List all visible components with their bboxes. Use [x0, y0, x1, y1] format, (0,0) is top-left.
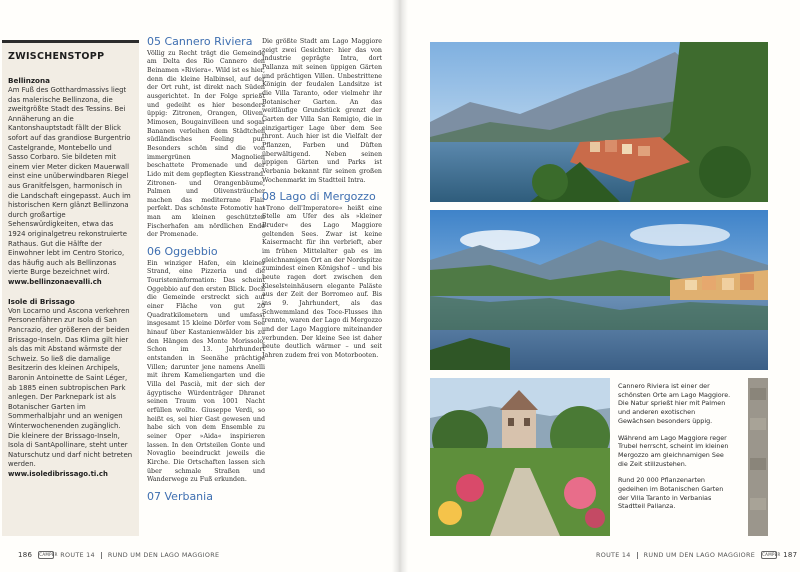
villa-taranto-garden-image	[430, 378, 610, 536]
section-06-heading	[147, 245, 265, 259]
section-06-number: 06	[147, 245, 161, 259]
brissago-text: Von Locarno und Ascona verkehren Personenfähren zur Isola di San Pancrazio, der größeren der beiden Brissago-Inseln. Das Klima gilt hier als das mit Abstand wärmste der Schweiz. So ließ die damalige Besitzerin des kleinen Archipels, Baronin Antoinette de Saint Léger, ab 1885 einen subtropischen Park anlegen. Der Parknepark ist als Botanischer Garten im Sommerhalbjahr und an wenigen Winterwochenenden zugänglich. Die kleinere der Brissago-Inseln, Isola di SantApollinare, steht unter Naturschutz und darf nicht betreten werden.	[8, 306, 133, 469]
section-07-number: 07	[147, 489, 161, 503]
footer-right	[596, 551, 797, 559]
footer-route-left: ROUTE 14	[60, 551, 95, 559]
lago-di-mergozzo-image	[430, 210, 768, 370]
brissago-title: Isole di Brissago	[8, 296, 75, 306]
section-05-number: 05	[147, 35, 161, 48]
caption-cannero: Cannero Riviera ist einer der schönsten Orte am Lago Maggiore. Die Natur sprießt hier mit Palmen und anderen exotischen Gewächsen besonders üppig.	[618, 382, 731, 425]
section-05-text: Völlig zu Recht trägt die Gemeinde am Delta des Rio Cannero den Beinamen »Riviera«. Wild ist es hier, denn die kleine Halbinsel, auf der der Ort ruht, ist direkt nach Süden ausgerichtet. In der Folge sprießt und gedeiht es hier besonders üppig: Zitronen, Orangen, Oliven, Mimosen, Bougainvilleen und sogar Bananen verleihen dem Städtchen südländisches Feeling pur. Besonders schön sind die von immergrünen Magnolien beschattete Promenade und der Lido mit dem gepflegten Kiesstrand. Zitronen- und Orangenbäume, Palmen und Olivensträucher machen das mediterrane Flair perfekt. Das schönste Fotomotiv hat man am kleinen geschützten Fischerhafen am nördlichen Ende der Promenade.	[147, 49, 265, 239]
section-07-text: Die größte Stadt am Lago Maggiore zeigt zwei Gesichter: hier das von Industrie geprägte Intra, dort Pallanza mit seinen üppigen Gärten und prächtigen Villen. Unbestrittene Königin der feudalen Landsitze ist die Villa Taranto, oder vielmehr ihr Botanischer Garten. An das weitläufige Grundstück grenzt der Garten der Villa San Remigio, die in einzigartiger Lage über dem See thront. Auch hier ist die Vielfalt der Pflanzen, Farben und Düften überwältigend. Neben seinen üppigen Gärten und Parks ist Verbania bekannt für seinen großen Wochenmarkt im Stadtteil Intra.	[262, 38, 382, 184]
text-column-1	[147, 35, 265, 504]
photo-captions	[618, 382, 734, 519]
bellinzona-link[interactable]: www.bellinzonaevalli.ch	[8, 277, 102, 286]
cannero-riviera-image	[430, 42, 768, 202]
bellinzona-title: Bellinzona	[8, 76, 50, 85]
footer-separator-left	[101, 552, 102, 559]
section-08-text: »Trono dell'Imperatore« heißt eine Stelle am Ufer des als »kleiner Bruder« des Lago Maggiore geltenden Sees. Zwar ist keine Kaisermacht für ihn verbrieft, aber im frühen Mittelalter gab es im gleichnamigen Ort an der Nordspitze zumindest einen Königshof – und bis heute ragen dort zwischen den Kieselsteinhäusern elegante Paläste aus der Zeit der Borromeo auf. Bis ins 9. Jahrhundert, als das Schwemmland des Toce-Flusses ihn trennte, waren der Lago di Mergozzo und der Lago Maggiore miteinander verbunden. Der kleine See ist daher heute deutlich wärmer – und seit Jahren zudem frei von Motorbooten.	[262, 204, 382, 359]
page-number-right: 187	[783, 551, 798, 559]
villa-taranto-garden-photo	[430, 378, 610, 536]
book-gutter	[392, 0, 408, 572]
caption-mergozzo: Während am Lago Maggiore reger Trubel herrscht, scheint im kleinen Mergozzo am gleichnamigen See die Zeit stillzustehen.	[618, 433, 729, 468]
footer-left	[18, 551, 219, 559]
footer-title-right: RUND UM DEN LAGO MAGGIORE	[643, 551, 756, 559]
section-07-heading	[147, 489, 265, 503]
bellinzona-text: Am Fuß des Gotthardmassivs liegt das malerische Bellinzona, die zweitgrößte Stadt des Tessins. Bei Annäherung an die Kantonshauptstadt fällt der Blick sofort auf das grandiose Burgentrio Castelgrande, Montebello und Sasso Corbaro. Sie bildeten mit einem vier Meter dicken Mauerwall einst eine unüberwindbaren Riegel aus Granitfelsgen, harmonisch in die Landschaft eingepasst. Auch im historischen Kern glänzt Bellinzona durch großartige Sehenswürdigkeiten, etwa das 1924 originalgetreu rekonstruierte Rathaus. Gut die Hälfte der Einwohner lebt im Centro Storico, das häufig auch als Bellinzonas vierte Burge bezeichnet wird.	[8, 86, 131, 277]
stone-arch-image	[748, 378, 768, 536]
footer-route-right: ROUTE 14	[596, 551, 631, 559]
brissago-link[interactable]: www.isoledibrissago.ti.ch	[8, 469, 108, 478]
page-number-left: 186	[18, 551, 33, 559]
section-05-heading	[147, 35, 265, 48]
camper-logo-right: CAMPER	[762, 552, 781, 557]
footer-title-left: RUND UM DEN LAGO MAGGIORE	[107, 551, 220, 559]
zwischenstopp-box	[2, 40, 139, 536]
section-08-number: 08	[262, 190, 276, 204]
text-column-2	[262, 38, 382, 361]
section-05-title: Cannero Riviera	[164, 35, 253, 48]
stone-arch-photo	[748, 378, 768, 536]
section-06-title: Oggebbio	[164, 245, 218, 259]
footer-separator-right	[637, 552, 638, 559]
lago-di-mergozzo-photo	[430, 210, 768, 370]
section-08-heading	[262, 190, 382, 204]
section-07-title: Verbania	[164, 489, 213, 503]
cannero-riviera-photo	[430, 42, 768, 202]
camper-logo: CAMPER	[39, 552, 58, 557]
caption-villa-taranto: Rund 20 000 Pflanzenarten gedeihen im Botanischen Garten der Villa Taranto in Verbanias Stadtteil Pallanza.	[618, 476, 724, 511]
section-08-title: Lago di Mergozzo	[279, 190, 376, 204]
section-06-text: Ein winziger Hafen, ein kleiner Strand, eine Pizzeria und die Touristeninformation: Das scheint Oggebbio auf den ersten Blick. Doch die Gemeinde erstreckt sich auf einer Fläche von gut 20 Quadratkilometern und umfasst insgesamt 15 kleine Dörfer vom See hinauf über Kastanienwälder bis zu den Hängen des Monte Morissolo. Schon im 13. Jahrhundert entstanden in Seenähe prächtige Villen; darunter jene namens Anelli mit ihrem Kameliengarten und die Villa del Pascià, mit der sich der ägyptische Würdenträger Dhranet seinen Traum von 1001 Nacht erfüllen wollte. Giuseppe Verdi, so heißt es, sei hier Gast gewesen und habe sich von dem Ensemble zu seiner Oper »Aida« inspirieren lassen. In den Ortsteilen Gonte und Novaglio beeindruckt jeweils die Kirche. Die Ortschaften lassen sich über schmale Straßen und Wanderwege zu Fuß erkunden.	[147, 259, 265, 484]
sidebar-heading: ZWISCHENSTOPP	[8, 51, 105, 62]
